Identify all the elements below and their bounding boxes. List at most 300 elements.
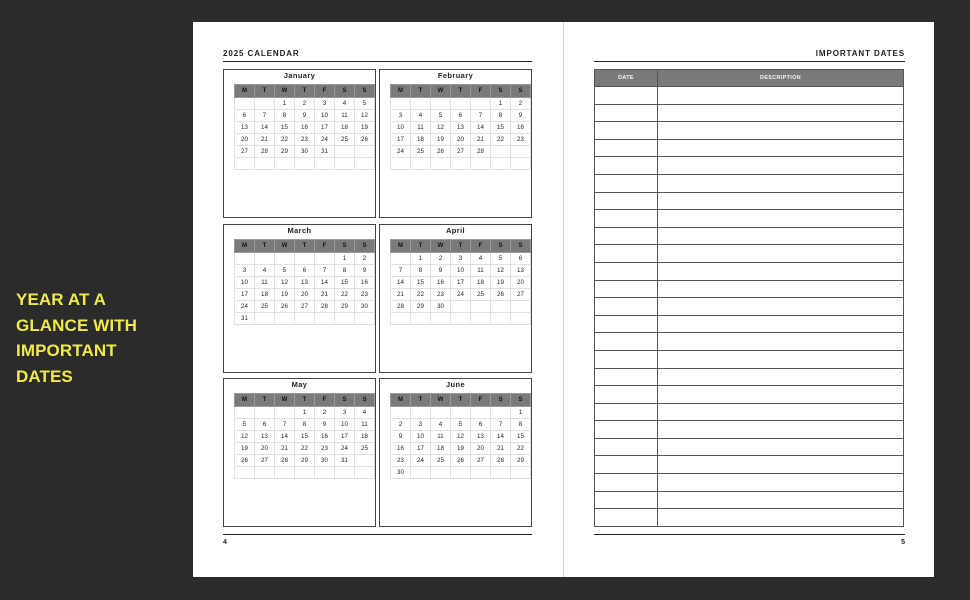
day-cell: 11 [411,122,431,134]
week-row [391,110,531,122]
date-cell [595,192,658,210]
day-cell: 16 [295,122,315,134]
description-cell [658,87,904,105]
weekday-header: F [471,394,491,407]
day-cell: 9 [315,419,335,431]
weekday-header: T [451,240,471,253]
weekday-header: S [511,85,531,98]
day-cell: 30 [431,301,451,313]
day-cell: 22 [275,134,295,146]
day-cell: 31 [315,146,335,158]
week-row [391,407,531,419]
day-cell: 21 [471,134,491,146]
description-cell [658,403,904,421]
day-cell: 28 [315,301,335,313]
day-cell: 28 [391,301,411,313]
day-cell: 7 [275,419,295,431]
day-cell [471,301,491,313]
day-cell [451,407,471,419]
weekday-header: T [411,394,431,407]
description-cell [658,104,904,122]
day-cell: 8 [411,265,431,277]
day-cell: 16 [355,277,375,289]
table-row [595,421,904,439]
weekday-header-row [391,85,531,98]
page-header-important-dates: IMPORTANT DATES [815,49,905,58]
day-cell: 16 [431,277,451,289]
month-name: June [445,380,466,389]
table-row [595,509,904,527]
day-cell: 27 [255,455,275,467]
weekday-header: F [315,240,335,253]
table-row [595,262,904,280]
table-row [595,157,904,175]
day-cell [275,467,295,479]
day-cell: 10 [235,277,255,289]
header-rule [594,61,905,62]
table-row [595,192,904,210]
day-cell: 11 [471,265,491,277]
day-cell: 22 [511,443,531,455]
day-cell: 17 [411,443,431,455]
day-cell [451,301,471,313]
day-cell [255,253,275,265]
day-cell: 8 [511,419,531,431]
day-cell: 2 [295,98,315,110]
day-cell: 29 [511,455,531,467]
day-cell [255,98,275,110]
day-cell: 18 [355,431,375,443]
week-row [235,443,375,455]
weekday-header: W [431,85,451,98]
day-cell: 13 [471,431,491,443]
day-cell [411,407,431,419]
day-cell [315,313,335,325]
month-day-grid [234,393,375,479]
day-cell [295,253,315,265]
day-cell: 13 [451,122,471,134]
week-row [391,134,531,146]
weekday-header: S [355,240,375,253]
description-cell [658,438,904,456]
day-cell [471,158,491,170]
date-cell [595,280,658,298]
day-cell: 5 [235,419,255,431]
day-cell: 26 [431,146,451,158]
description-cell [658,315,904,333]
day-cell [471,467,491,479]
day-cell [235,253,255,265]
day-cell [491,467,511,479]
week-row [235,455,375,467]
table-row [595,210,904,228]
date-cell [595,403,658,421]
day-cell: 8 [275,110,295,122]
day-cell: 8 [295,419,315,431]
day-cell: 30 [391,467,411,479]
day-cell: 7 [391,265,411,277]
table-row [595,491,904,509]
weekday-header: F [315,85,335,98]
day-cell [335,313,355,325]
day-cell: 25 [355,443,375,455]
date-cell [595,386,658,404]
day-cell: 28 [255,146,275,158]
month-day-grid [390,84,531,170]
week-row [391,277,531,289]
day-cell: 27 [235,146,255,158]
day-cell: 19 [451,443,471,455]
weekday-header-row [391,240,531,253]
day-cell: 25 [411,146,431,158]
date-cell [595,104,658,122]
table-row [595,280,904,298]
day-cell: 6 [235,110,255,122]
table-row [595,227,904,245]
day-cell [491,313,511,325]
day-cell: 2 [355,253,375,265]
day-cell: 29 [335,301,355,313]
day-cell [275,253,295,265]
day-cell: 14 [471,122,491,134]
day-cell: 4 [431,419,451,431]
day-cell: 20 [255,443,275,455]
week-row [235,122,375,134]
description-cell [658,262,904,280]
day-cell: 3 [235,265,255,277]
day-cell: 21 [255,134,275,146]
day-cell: 9 [355,265,375,277]
table-header-row [595,70,904,87]
weekday-header: S [511,240,531,253]
day-cell: 28 [471,146,491,158]
date-cell [595,245,658,263]
week-row [235,407,375,419]
day-cell: 12 [235,431,255,443]
day-cell [431,407,451,419]
day-cell [355,158,375,170]
weekday-header: T [255,240,275,253]
day-cell: 1 [335,253,355,265]
day-cell: 23 [315,443,335,455]
promo-line: YEAR AT A [16,290,106,309]
month-calendar [223,69,376,218]
left-page [193,22,563,577]
day-cell: 4 [471,253,491,265]
day-cell: 14 [391,277,411,289]
weekday-header: T [295,394,315,407]
week-row [391,98,531,110]
description-cell [658,509,904,527]
day-cell: 13 [295,277,315,289]
day-cell: 20 [471,443,491,455]
day-cell: 15 [411,277,431,289]
description-cell [658,280,904,298]
day-cell: 14 [491,431,511,443]
weekday-header: M [391,394,411,407]
weekday-header-row [391,394,531,407]
table-row [595,122,904,140]
day-cell: 24 [235,301,255,313]
week-row [235,419,375,431]
description-cell [658,192,904,210]
day-cell: 3 [335,407,355,419]
day-cell [355,146,375,158]
month-calendar [223,378,376,527]
dates-table-body [595,87,904,527]
day-cell [411,313,431,325]
day-cell [355,467,375,479]
day-cell: 24 [451,289,471,301]
day-cell [255,467,275,479]
week-row [235,431,375,443]
description-cell [658,368,904,386]
description-cell [658,139,904,157]
day-cell: 3 [315,98,335,110]
day-cell [391,313,411,325]
description-cell [658,386,904,404]
day-cell: 22 [411,289,431,301]
week-row [391,146,531,158]
weekday-header: S [355,394,375,407]
day-cell: 6 [451,110,471,122]
week-row [391,301,531,313]
weekday-header: T [295,85,315,98]
day-cell: 31 [235,313,255,325]
table-row [595,456,904,474]
week-row [391,289,531,301]
day-cell: 5 [431,110,451,122]
day-cell [431,98,451,110]
day-cell: 14 [255,122,275,134]
description-cell [658,421,904,439]
day-cell [511,301,531,313]
day-cell [255,407,275,419]
day-cell: 21 [391,289,411,301]
table-row [595,245,904,263]
date-cell [595,350,658,368]
day-cell: 11 [255,277,275,289]
weekday-header: T [411,85,431,98]
weekday-header: M [235,240,255,253]
important-dates-table [594,69,904,527]
week-row [391,431,531,443]
day-cell: 23 [511,134,531,146]
week-row [235,158,375,170]
date-cell [595,438,658,456]
weekday-header: W [431,394,451,407]
day-cell: 2 [315,407,335,419]
day-cell [511,158,531,170]
table-row [595,298,904,316]
day-cell: 10 [335,419,355,431]
page-number-left: 4 [223,539,227,546]
date-cell [595,491,658,509]
day-cell [451,313,471,325]
day-cell [355,455,375,467]
day-cell: 27 [295,301,315,313]
weekday-header: T [255,85,275,98]
weekday-header: W [275,85,295,98]
week-row [391,313,531,325]
month-name: April [445,226,466,235]
date-cell [595,210,658,228]
day-cell: 17 [391,134,411,146]
weekday-header: S [355,85,375,98]
month-name: March [287,226,312,235]
day-cell: 30 [315,455,335,467]
description-cell [658,157,904,175]
table-row [595,368,904,386]
month-day-grid [390,393,531,479]
day-cell: 20 [451,134,471,146]
day-cell: 27 [471,455,491,467]
day-cell: 5 [451,419,471,431]
day-cell: 18 [335,122,355,134]
day-cell [255,313,275,325]
weekday-header: S [491,240,511,253]
day-cell: 30 [355,301,375,313]
weekday-header: S [335,85,355,98]
date-cell [595,474,658,492]
week-row [235,289,375,301]
day-cell [411,98,431,110]
day-cell: 16 [315,431,335,443]
weekday-header: T [255,394,275,407]
table-row [595,403,904,421]
day-cell: 8 [335,265,355,277]
day-cell [471,407,491,419]
month-name: May [291,380,308,389]
day-cell: 21 [315,289,335,301]
month-day-grid [234,84,375,170]
day-cell: 27 [451,146,471,158]
day-cell: 1 [295,407,315,419]
day-cell: 2 [511,98,531,110]
day-cell: 15 [335,277,355,289]
day-cell: 26 [235,455,255,467]
day-cell: 10 [411,431,431,443]
day-cell: 26 [451,455,471,467]
day-cell [295,158,315,170]
month-calendar [379,378,532,527]
column-header-date: DATE [595,70,658,87]
day-cell [491,301,511,313]
month-day-grid [234,239,375,325]
day-cell: 17 [315,122,335,134]
description-cell [658,333,904,351]
day-cell: 9 [391,431,411,443]
description-cell [658,227,904,245]
month-calendar [379,69,532,218]
date-cell [595,421,658,439]
day-cell [295,467,315,479]
day-cell [391,253,411,265]
table-row [595,104,904,122]
date-cell [595,368,658,386]
date-cell [595,87,658,105]
week-row [235,313,375,325]
day-cell: 25 [255,301,275,313]
day-cell: 10 [391,122,411,134]
table-row [595,87,904,105]
day-cell [411,158,431,170]
weekday-header: S [491,394,511,407]
date-cell [595,333,658,351]
day-cell: 4 [255,265,275,277]
day-cell: 19 [355,122,375,134]
description-cell [658,298,904,316]
table-row [595,386,904,404]
day-cell: 15 [491,122,511,134]
day-cell: 3 [451,253,471,265]
month-calendar [379,224,532,373]
day-cell: 24 [315,134,335,146]
day-cell [315,158,335,170]
day-cell [315,467,335,479]
day-cell: 26 [491,289,511,301]
weekday-header: T [295,240,315,253]
day-cell: 1 [275,98,295,110]
day-cell: 27 [511,289,531,301]
day-cell [335,158,355,170]
day-cell: 29 [295,455,315,467]
day-cell [471,313,491,325]
header-rule [223,61,532,62]
day-cell [275,313,295,325]
day-cell: 7 [315,265,335,277]
weekday-header: M [235,85,255,98]
day-cell [335,146,355,158]
day-cell: 7 [255,110,275,122]
day-cell: 17 [451,277,471,289]
description-cell [658,174,904,192]
day-cell: 20 [295,289,315,301]
day-cell: 10 [315,110,335,122]
day-cell: 23 [355,289,375,301]
day-cell: 23 [431,289,451,301]
table-row [595,350,904,368]
day-cell: 3 [391,110,411,122]
table-row [595,438,904,456]
day-cell: 5 [491,253,511,265]
table-row [595,333,904,351]
day-cell [491,158,511,170]
day-cell [315,253,335,265]
day-cell: 19 [491,277,511,289]
description-cell [658,491,904,509]
day-cell: 23 [391,455,411,467]
description-cell [658,210,904,228]
day-cell: 25 [431,455,451,467]
weekday-header: S [335,394,355,407]
day-cell: 5 [355,98,375,110]
day-cell: 30 [295,146,315,158]
day-cell: 26 [275,301,295,313]
week-row [235,253,375,265]
day-cell: 22 [295,443,315,455]
day-cell [431,467,451,479]
day-cell: 9 [511,110,531,122]
day-cell: 15 [275,122,295,134]
day-cell [471,98,491,110]
promo-line: IMPORTANT [16,341,117,360]
date-cell [595,227,658,245]
day-cell: 14 [275,431,295,443]
day-cell: 4 [411,110,431,122]
day-cell: 5 [275,265,295,277]
date-cell [595,298,658,316]
